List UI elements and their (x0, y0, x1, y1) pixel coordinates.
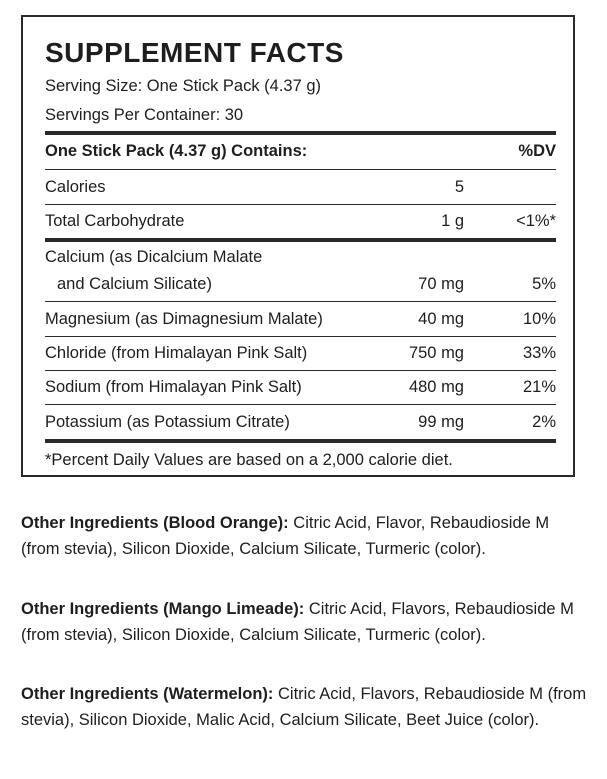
divider (45, 370, 556, 371)
nutrient-dv: 33% (522, 344, 556, 362)
nutrient-name: Chloride (from Himalayan Pink Salt) (45, 344, 308, 362)
divider (45, 336, 556, 337)
header-dv: %DV (518, 142, 556, 160)
divider (45, 404, 556, 405)
nutrient-amount: 40 mg (418, 310, 464, 328)
nutrient-dv: <1%* (516, 212, 556, 230)
nutrient-amount: 1 g (441, 212, 464, 230)
ingredients-label: Other Ingredients (Watermelon): (21, 685, 274, 703)
other-ingredients-blood-orange (21, 510, 587, 562)
servings-per-container: Servings Per Container: 30 (45, 106, 244, 124)
nutrient-dv: 10% (522, 310, 556, 328)
facts-title: SUPPLEMENT FACTS (45, 37, 344, 68)
thick-divider (45, 131, 556, 135)
nutrient-name-line2: and Calcium Silicate) (57, 275, 212, 293)
ingredients-label: Other Ingredients (Blood Orange): (21, 514, 289, 532)
nutrient-amount: 480 mg (408, 378, 464, 396)
footnote: *Percent Daily Values are based on a 2,000 calorie diet. (45, 451, 453, 469)
nutrient-dv: 2% (532, 413, 556, 431)
nutrient-name: Total Carbohydrate (45, 212, 185, 230)
ingredients-label: Other Ingredients (Mango Limeade): (21, 600, 305, 618)
nutrient-name-line1: Calcium (as Dicalcium Malate (45, 248, 263, 266)
header-serving: One Stick Pack (4.37 g) Contains: (45, 142, 308, 160)
other-ingredients-watermelon (21, 681, 587, 733)
divider (45, 301, 556, 302)
thick-divider (45, 439, 556, 443)
divider (45, 169, 556, 170)
nutrient-amount: 70 mg (418, 275, 464, 293)
nutrient-dv: 5% (532, 275, 556, 293)
nutrient-name: Calories (45, 178, 106, 196)
divider (45, 204, 556, 205)
nutrient-dv: 21% (522, 378, 556, 396)
other-ingredients-mango-limeade (21, 596, 587, 648)
ingredients-text: Citric Acid, Flavors, Rebaudioside M (from stevia), Silicon Dioxide, Malic Acid, Calcium Silicate, Beet Juice (color). (21, 685, 587, 729)
ingredients-text: Citric Acid, Flavor, Rebaudioside M (from stevia), Silicon Dioxide, Calcium Silicate, Turmeric (color). (21, 514, 550, 558)
ingredients-text: Citric Acid, Flavors, Rebaudioside M (from stevia), Silicon Dioxide, Calcium Silicate, Turmeric (color). (21, 600, 574, 644)
nutrient-amount: 99 mg (418, 413, 464, 431)
nutrient-name: Sodium (from Himalayan Pink Salt) (45, 378, 302, 396)
serving-size: Serving Size: One Stick Pack (4.37 g) (45, 77, 322, 95)
nutrient-name: Magnesium (as Dimagnesium Malate) (45, 310, 323, 328)
nutrient-amount: 750 mg (408, 344, 464, 362)
thick-divider (45, 238, 556, 242)
nutrient-amount: 5 (454, 178, 464, 196)
nutrient-name: Potassium (as Potassium Citrate) (45, 413, 290, 431)
supplement-facts-panel (21, 15, 575, 477)
